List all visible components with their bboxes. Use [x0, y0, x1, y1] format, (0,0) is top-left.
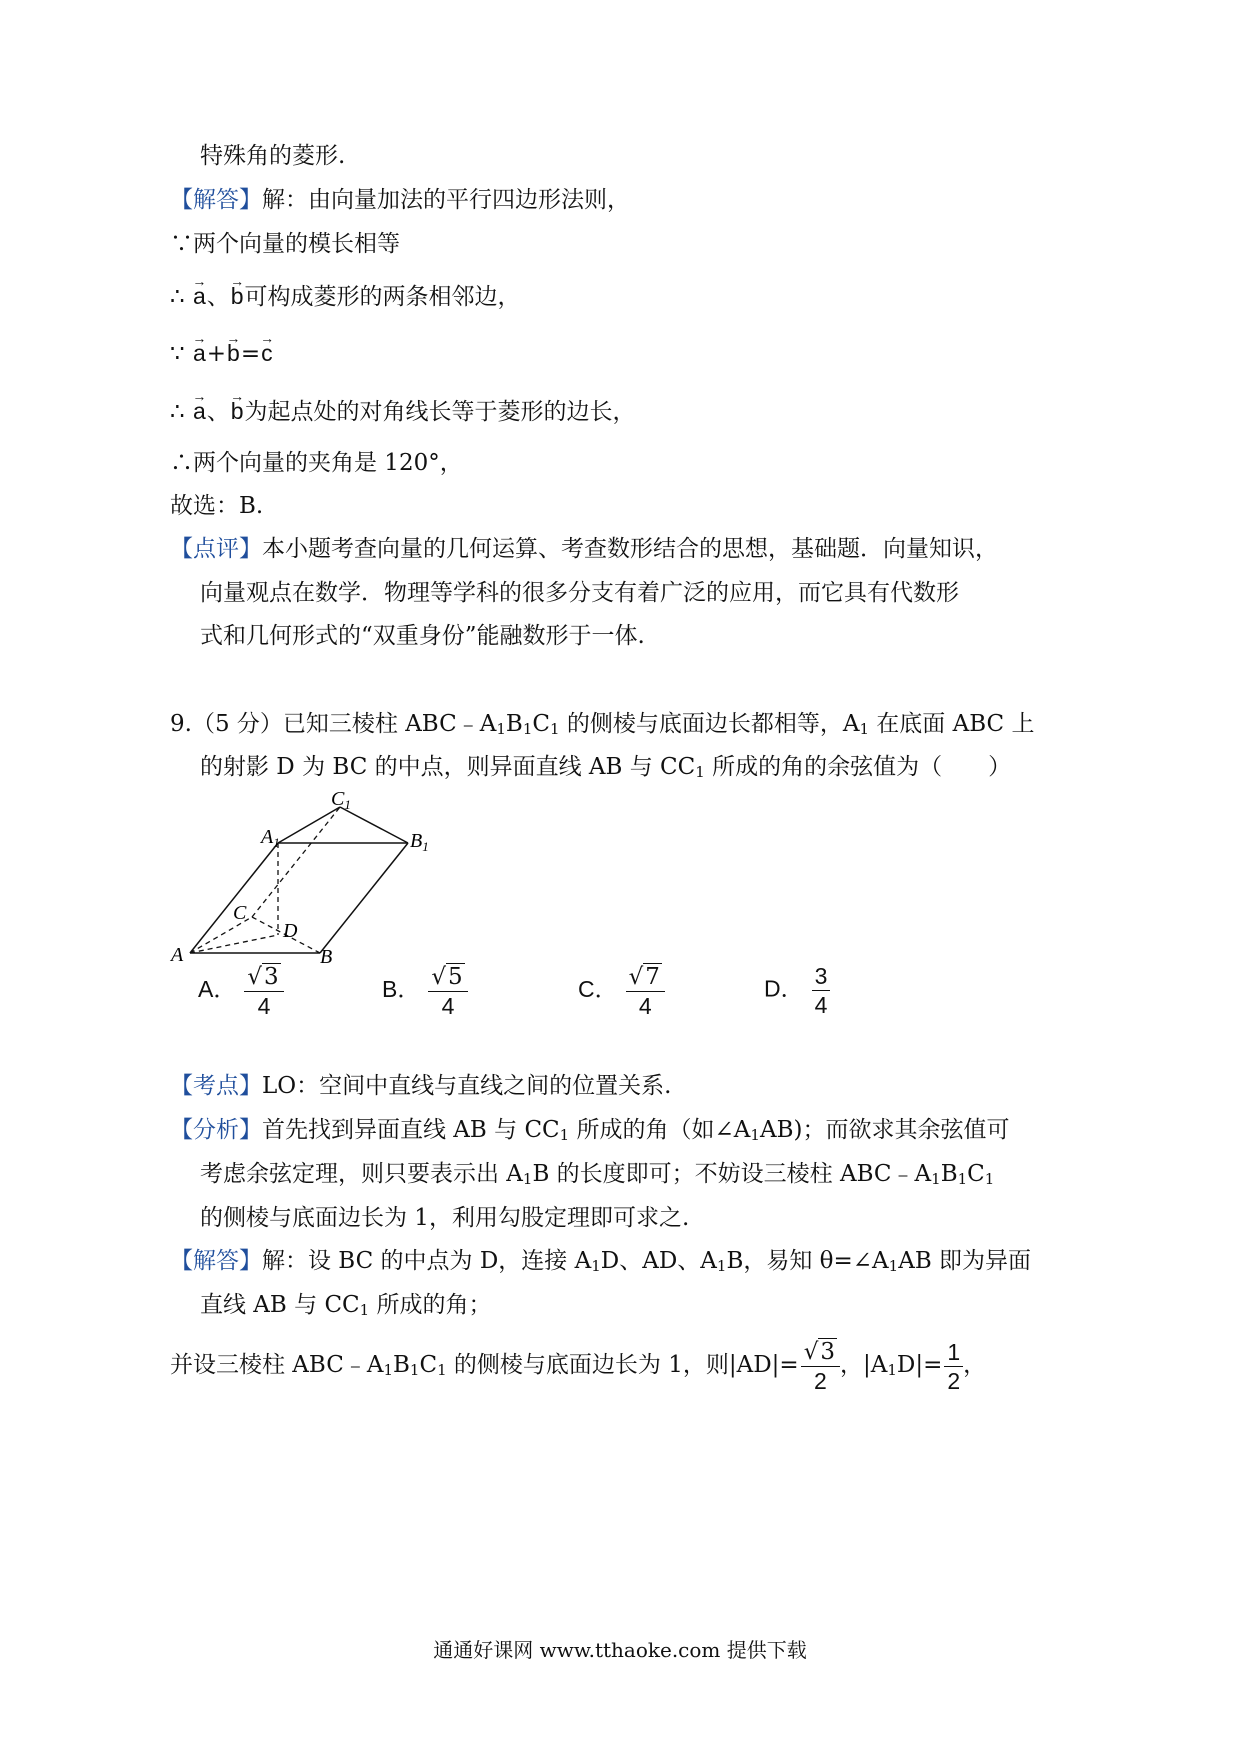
question-9-line-2: 的射影 D 为 BC 的中点，则异面直线 AB 与 $CC_1$ 所成的角的余弦值为（ ）	[200, 754, 1012, 781]
section-tag: 【解答】	[170, 187, 262, 213]
label-c: C	[233, 902, 247, 924]
text-line: 向量观点在数学．物理等学科的很多分支有着广泛的应用，而它具有代数形	[200, 580, 959, 606]
jieda-line-2: 直线 AB 与 $CC_1$ 所成的角；	[200, 1292, 492, 1319]
jieda-line-3: 并设三棱柱 $ABC﹣A_1B_1C_1$ 的侧棱与底面边长为 1，则|AD|= $\frac{√3}{2}$ ，$|A_1D|=$ $\frac{1}{2}$ ，	[170, 1338, 987, 1394]
text-line: ∵ → a+→ b=→ c	[170, 337, 274, 370]
text-line: ∴两个向量的夹角是 120°，	[170, 450, 463, 476]
question-9-line-1: 9.（5 分）已知三棱柱 $ABC﹣A_1B_1C_1$ 的侧棱与底面边长都相等，$A_1$ 在底面 ABC 上	[170, 711, 1035, 738]
vector-b: → b	[226, 337, 241, 369]
text-line: 【点评】本小题考查向量的几何运算、考查数形结合的思想，基础题．向量知识，	[170, 536, 998, 562]
edge-cc1-hidden	[252, 807, 340, 917]
kaodian-line: 【考点】LO：空间中直线与直线之间的位置关系.	[170, 1073, 672, 1099]
option-d[interactable]: D． $\frac{3}{4}$	[764, 962, 830, 1019]
label-a1: $A_1$	[261, 826, 280, 850]
option-b[interactable]: B． $\frac{√5}{4}$	[382, 962, 468, 1020]
vector-a: → a	[192, 395, 207, 427]
page-footer: 通通好课网 www.tthaoke.com 提供下载	[433, 1638, 807, 1662]
section-tag: 【考点】	[170, 1073, 262, 1099]
jieda-line-1: 【解答】解：设 BC 的中点为 D，连接 $A_1D$、AD、$A_1B$，易知 $\theta=\angle A_1AB$ 即为异面	[170, 1248, 1032, 1275]
vector-a: → a	[192, 337, 207, 369]
text-line: 【解答】解：由向量加法的平行四边形法则，	[170, 187, 630, 213]
text-line: ∴ → a、→ b可构成菱形的两条相邻边，	[170, 280, 521, 313]
edge-aa1	[190, 843, 278, 953]
text-line: 故选：B.	[170, 493, 264, 519]
vector-b: → b	[230, 395, 245, 427]
edge-c1b1	[340, 807, 408, 843]
fenxi-line-2: 考虑余弦定理，则只要表示出 $A_1B$ 的长度即可；不妨设三棱柱 $ABC﹣A_1B_1C_1$	[200, 1161, 995, 1188]
label-b: B	[320, 946, 333, 968]
prism-figure	[165, 785, 455, 970]
fenxi-line-1: 【分析】首先找到异面直线 AB 与 $CC_1$ 所成的角（如$\angle A_1AB$)；而欲求其余弦值可	[170, 1117, 1010, 1144]
section-tag: 【解答】	[170, 1248, 262, 1274]
option-c[interactable]: C． $\frac{√7}{4}$	[578, 962, 665, 1020]
text-line: ∵两个向量的模长相等	[170, 231, 400, 257]
vector-c: → c	[260, 337, 274, 369]
section-tag: 【点评】	[170, 536, 262, 562]
text-line: 特殊角的菱形.	[200, 143, 346, 169]
edge-a1c1	[278, 807, 340, 843]
label-d: D	[283, 920, 298, 942]
edge-bb1	[320, 843, 408, 953]
vector-b: → b	[230, 280, 245, 312]
label-b1: $B_1$	[410, 830, 429, 854]
fenxi-line-3: 的侧棱与底面边长为 1，利用勾股定理即可求之.	[200, 1205, 690, 1231]
section-tag: 【分析】	[170, 1117, 262, 1143]
label-c1: $C_1$	[331, 788, 351, 812]
text-line: ∴ → a、→ b为起点处的对角线长等于菱形的边长，	[170, 395, 636, 428]
option-a[interactable]: A． $\frac{√3}{4}$	[198, 962, 284, 1020]
text-line: 式和几何形式的“双重身份”能融数形于一体.	[200, 623, 645, 649]
vector-a: → a	[192, 280, 207, 312]
label-a: A	[171, 944, 184, 966]
